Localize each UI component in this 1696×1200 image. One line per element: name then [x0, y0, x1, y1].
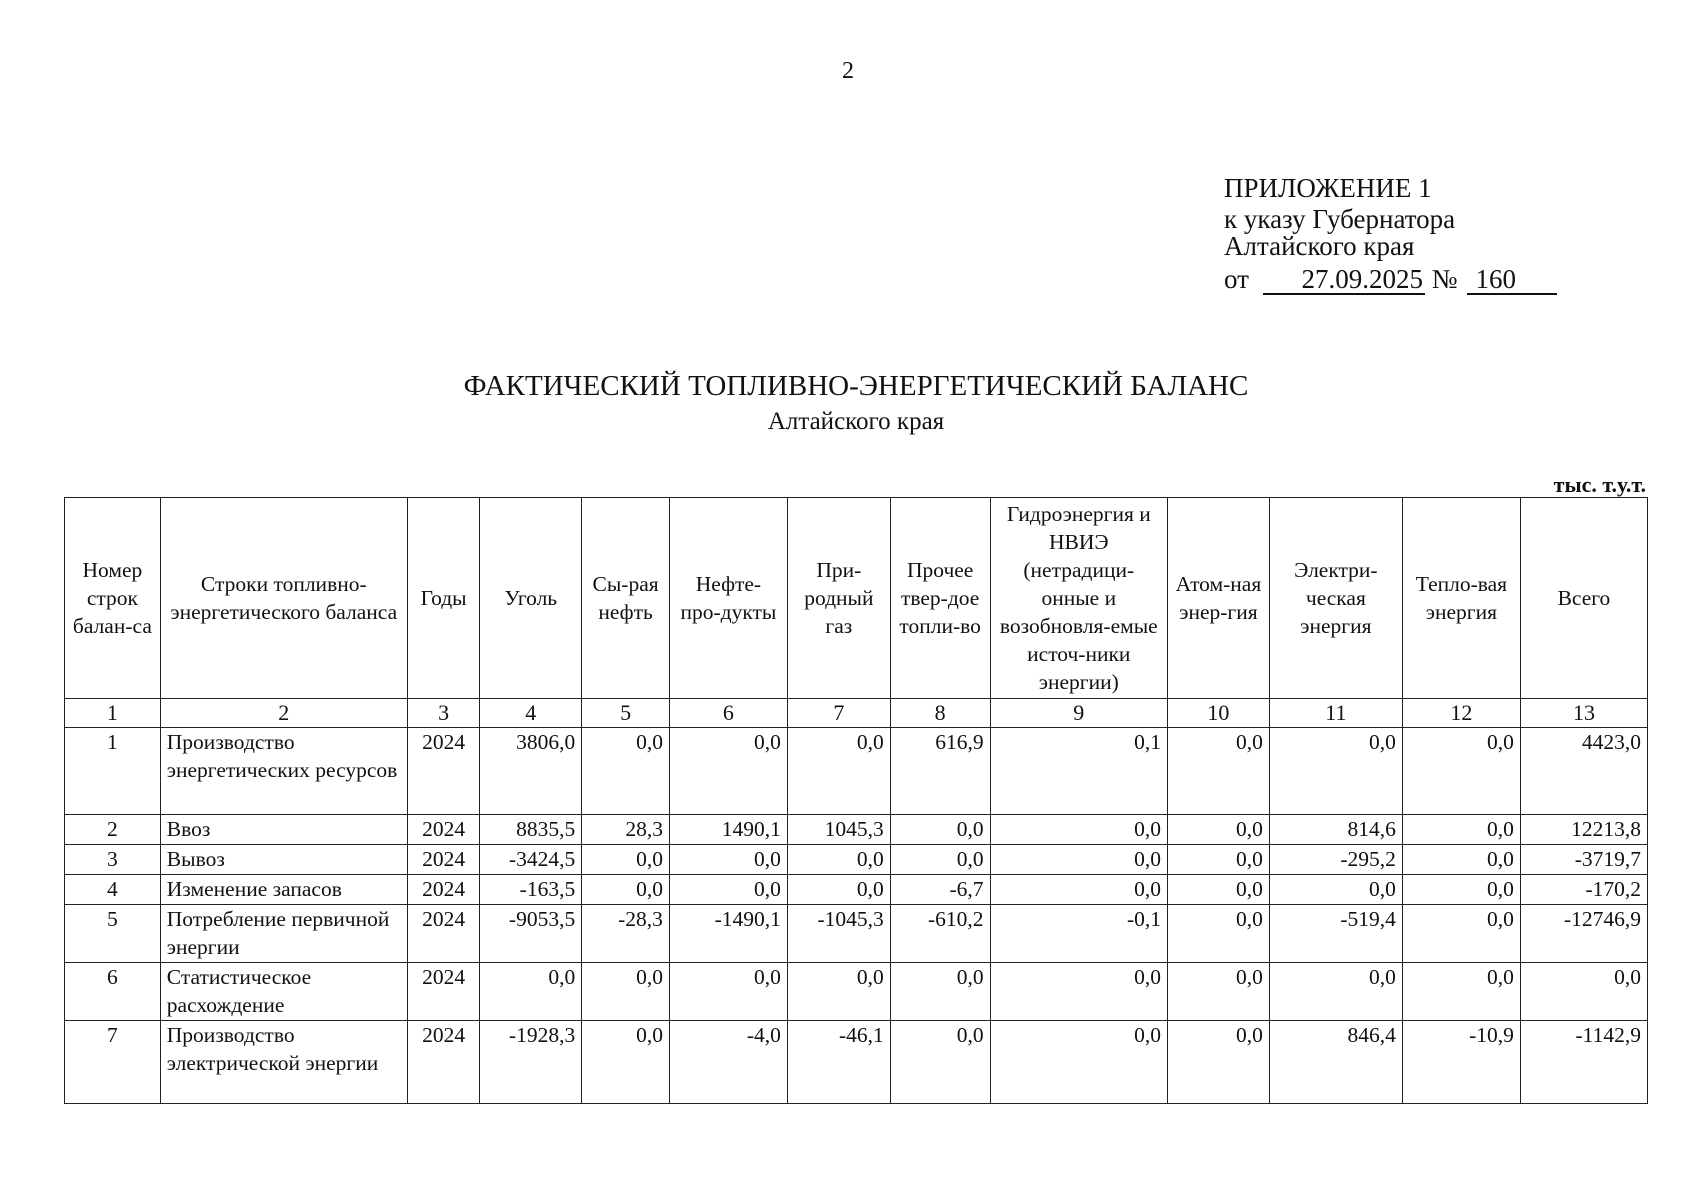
- value-cell: 814,6: [1269, 815, 1402, 845]
- value-cell: -12746,9: [1520, 905, 1647, 963]
- value-cell: 0,0: [582, 963, 670, 1021]
- row-year: 2024: [407, 905, 480, 963]
- column-number: 8: [890, 699, 990, 728]
- header-cell: Номер строк балан-са: [65, 498, 161, 699]
- table-row: [65, 963, 1648, 1021]
- units-label: тыс. т.у.т.: [1553, 472, 1646, 497]
- column-number: 10: [1168, 699, 1270, 728]
- value-cell: 8835,5: [480, 815, 582, 845]
- header-cell: Строки топливно-энергетического баланса: [160, 498, 407, 699]
- row-number: 6: [65, 963, 161, 1021]
- value-cell: 0,0: [890, 845, 990, 875]
- value-cell: -6,7: [890, 875, 990, 905]
- value-cell: 0,0: [1168, 963, 1270, 1021]
- header-cell: Тепло-вая энергия: [1402, 498, 1520, 699]
- value-cell: 0,0: [669, 845, 787, 875]
- value-cell: 0,0: [890, 815, 990, 845]
- table-row: [65, 875, 1648, 905]
- row-number: 3: [65, 845, 161, 875]
- header-cell: Гидроэнергия и НВИЭ (нетрадици-онные и возобновля-емые источ-ники энергии): [990, 498, 1167, 699]
- value-cell: 0,0: [582, 845, 670, 875]
- row-number: 7: [65, 1021, 161, 1104]
- column-number: 1: [65, 699, 161, 728]
- value-cell: -163,5: [480, 875, 582, 905]
- value-cell: -1045,3: [787, 905, 890, 963]
- table-row: [65, 905, 1648, 963]
- value-cell: 0,0: [1402, 875, 1520, 905]
- column-number: 2: [160, 699, 407, 728]
- value-cell: 846,4: [1269, 1021, 1402, 1104]
- value-cell: 0,0: [890, 963, 990, 1021]
- value-cell: 0,0: [1168, 1021, 1270, 1104]
- row-number: 5: [65, 905, 161, 963]
- value-cell: 1045,3: [787, 815, 890, 845]
- value-cell: 0,0: [669, 728, 787, 815]
- value-cell: 1490,1: [669, 815, 787, 845]
- table-row: [65, 845, 1648, 875]
- value-cell: -1490,1: [669, 905, 787, 963]
- column-number: 12: [1402, 699, 1520, 728]
- column-number: 9: [990, 699, 1167, 728]
- row-year: 2024: [407, 815, 480, 845]
- column-number: 5: [582, 699, 670, 728]
- value-cell: 0,0: [787, 845, 890, 875]
- header-cell: При-родный газ: [787, 498, 890, 699]
- row-label: Производство электрической энергии: [160, 1021, 407, 1104]
- value-cell: 0,0: [1520, 963, 1647, 1021]
- row-year: 2024: [407, 728, 480, 815]
- value-cell: 0,0: [1269, 963, 1402, 1021]
- document-subtitle: Алтайского края: [767, 408, 945, 435]
- value-cell: -4,0: [669, 1021, 787, 1104]
- header-row: [65, 498, 1648, 699]
- row-year: 2024: [407, 845, 480, 875]
- value-cell: 0,0: [890, 1021, 990, 1104]
- appendix-title: ПРИЛОЖЕНИЕ 1: [1224, 173, 1432, 203]
- value-cell: 0,0: [582, 1021, 670, 1104]
- row-label: Потребление первичной энергии: [160, 905, 407, 963]
- appendix-date-line: [1224, 266, 1557, 295]
- header-cell: Прочее твер-дое топли-во: [890, 498, 990, 699]
- row-label: Вывоз: [160, 845, 407, 875]
- energy-balance-table: [64, 497, 1648, 1104]
- table-row: [65, 1021, 1648, 1104]
- appendix-line-1: к указу Губернатора: [1224, 204, 1456, 234]
- column-number-row: [65, 699, 1648, 728]
- value-cell: -9053,5: [480, 905, 582, 963]
- value-cell: 0,0: [1269, 875, 1402, 905]
- value-cell: 4423,0: [1520, 728, 1647, 815]
- value-cell: 0,0: [1168, 845, 1270, 875]
- column-number: 4: [480, 699, 582, 728]
- row-label: Изменение запасов: [160, 875, 407, 905]
- row-year: 2024: [407, 963, 480, 1021]
- row-number: 4: [65, 875, 161, 905]
- value-cell: 0,1: [990, 728, 1167, 815]
- value-cell: -1142,9: [1520, 1021, 1647, 1104]
- row-number: 2: [65, 815, 161, 845]
- value-cell: 0,0: [1168, 875, 1270, 905]
- value-cell: -3719,7: [1520, 845, 1647, 875]
- column-number: 11: [1269, 699, 1402, 728]
- header-cell: Сы-рая нефть: [582, 498, 670, 699]
- column-number: 3: [407, 699, 480, 728]
- value-cell: -519,4: [1269, 905, 1402, 963]
- value-cell: 3806,0: [480, 728, 582, 815]
- value-cell: -170,2: [1520, 875, 1647, 905]
- value-cell: 0,0: [787, 728, 890, 815]
- value-cell: 0,0: [1402, 728, 1520, 815]
- value-cell: -1928,3: [480, 1021, 582, 1104]
- row-year: 2024: [407, 875, 480, 905]
- row-label: Статистическое расхождение: [160, 963, 407, 1021]
- value-cell: 0,0: [1168, 905, 1270, 963]
- value-cell: 0,0: [787, 875, 890, 905]
- value-cell: 0,0: [582, 728, 670, 815]
- row-label: Ввоз: [160, 815, 407, 845]
- value-cell: 0,0: [990, 1021, 1167, 1104]
- value-cell: 0,0: [582, 875, 670, 905]
- value-cell: 0,0: [1402, 963, 1520, 1021]
- value-cell: 0,0: [669, 963, 787, 1021]
- number-sign: №: [1431, 264, 1458, 294]
- value-cell: 0,0: [787, 963, 890, 1021]
- document-title: ФАКТИЧЕСКИЙ ТОПЛИВНО-ЭНЕРГЕТИЧЕСКИЙ БАЛАНС: [463, 370, 1249, 402]
- column-number: 7: [787, 699, 890, 728]
- value-cell: 0,0: [1168, 815, 1270, 845]
- date-prefix: от: [1224, 264, 1249, 294]
- row-label: Производство энергетических ресурсов: [160, 728, 407, 815]
- decree-date: 27.09.2025: [1263, 266, 1425, 295]
- header-cell: Электри-ческая энергия: [1269, 498, 1402, 699]
- value-cell: 616,9: [890, 728, 990, 815]
- value-cell: 0,0: [1402, 845, 1520, 875]
- value-cell: -10,9: [1402, 1021, 1520, 1104]
- value-cell: -3424,5: [480, 845, 582, 875]
- value-cell: 0,0: [1402, 905, 1520, 963]
- header-cell: Уголь: [480, 498, 582, 699]
- row-year: 2024: [407, 1021, 480, 1104]
- value-cell: -28,3: [582, 905, 670, 963]
- header-cell: Атом-ная энер-гия: [1168, 498, 1270, 699]
- header-cell: Нефте-про-дукты: [669, 498, 787, 699]
- page-number: 2: [842, 58, 854, 84]
- appendix-line-2: Алтайского края: [1224, 231, 1415, 261]
- value-cell: -610,2: [890, 905, 990, 963]
- value-cell: -46,1: [787, 1021, 890, 1104]
- appendix-block: [1224, 172, 1557, 295]
- table-row: [65, 815, 1648, 845]
- value-cell: 12213,8: [1520, 815, 1647, 845]
- value-cell: 0,0: [1269, 728, 1402, 815]
- value-cell: 0,0: [669, 875, 787, 905]
- value-cell: -295,2: [1269, 845, 1402, 875]
- value-cell: 0,0: [1168, 728, 1270, 815]
- value-cell: -0,1: [990, 905, 1167, 963]
- value-cell: 0,0: [480, 963, 582, 1021]
- value-cell: 28,3: [582, 815, 670, 845]
- value-cell: 0,0: [990, 815, 1167, 845]
- value-cell: 0,0: [990, 963, 1167, 1021]
- header-cell: Всего: [1520, 498, 1647, 699]
- table-row: [65, 728, 1648, 815]
- row-number: 1: [65, 728, 161, 815]
- column-number: 6: [669, 699, 787, 728]
- column-number: 13: [1520, 699, 1647, 728]
- value-cell: 0,0: [1402, 815, 1520, 845]
- value-cell: 0,0: [990, 845, 1167, 875]
- header-cell: Годы: [407, 498, 480, 699]
- value-cell: 0,0: [990, 875, 1167, 905]
- decree-number: 160: [1467, 266, 1557, 295]
